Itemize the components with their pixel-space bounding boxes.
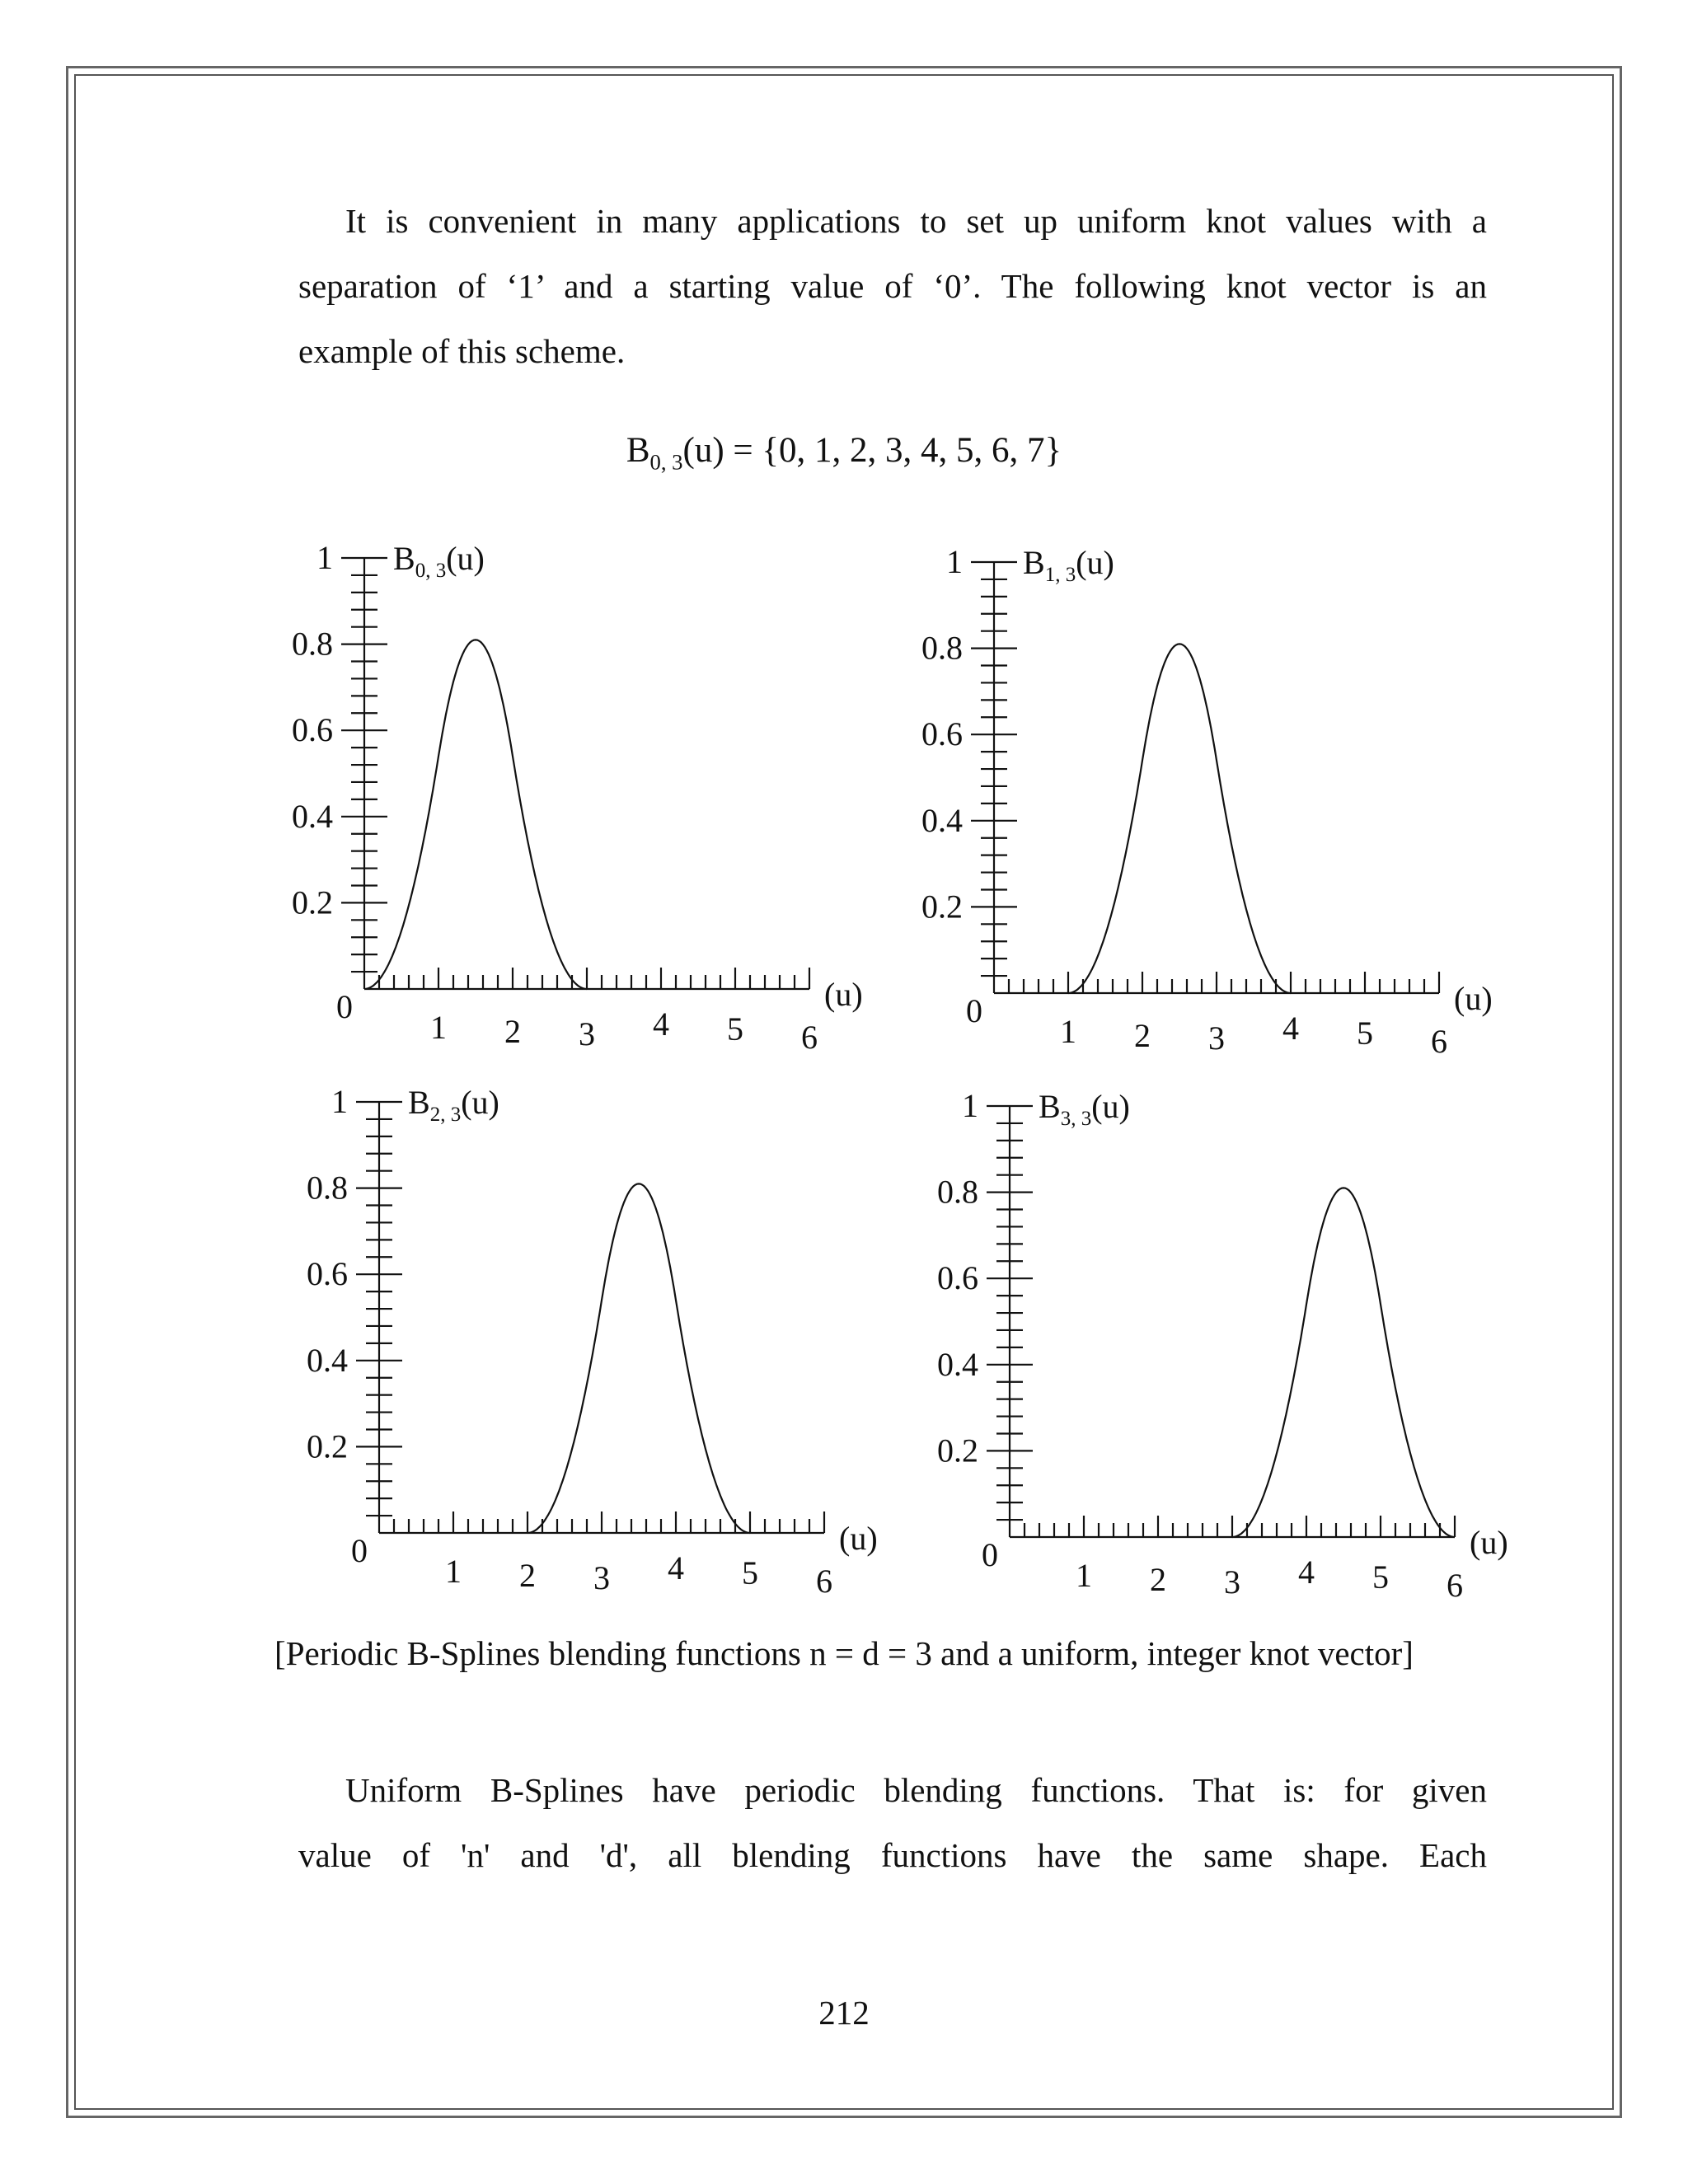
formula-subscript: 0, 3 xyxy=(649,449,683,475)
x-tick-label: 2 xyxy=(1134,1017,1151,1054)
y-tick-label: 1 xyxy=(316,539,333,576)
plot-title xyxy=(1023,544,1114,586)
y-tick-label: 0.8 xyxy=(307,1169,348,1207)
x-tick-label: 4 xyxy=(1298,1554,1315,1591)
plot-title xyxy=(1039,1088,1130,1130)
y-tick-label: 0.4 xyxy=(921,801,963,839)
plot-title-rest: (u) xyxy=(461,1084,499,1121)
origin-label: 0 xyxy=(982,1536,998,1573)
y-tick-label: 0.6 xyxy=(292,711,333,749)
y-tick-label: 0.2 xyxy=(921,888,963,926)
y-tick-label: 0.4 xyxy=(292,797,333,835)
x-tick-label: 2 xyxy=(1150,1561,1166,1598)
intro-line-3: example of this scheme. xyxy=(298,332,626,370)
x-tick-label: 5 xyxy=(727,1010,743,1047)
uniform-line-1: Uniform B-Splines have periodic blending functions. That is: for given xyxy=(345,1771,1487,1809)
x-axis-label: (u) xyxy=(1470,1524,1508,1561)
x-tick-label: 6 xyxy=(1447,1567,1463,1604)
y-tick-label: 0.2 xyxy=(937,1432,978,1469)
x-tick-label: 4 xyxy=(668,1549,684,1586)
x-tick-label: 2 xyxy=(504,1013,521,1050)
intro-line-1: It is convenient in many applications to set up uniform knot values with a xyxy=(345,202,1487,240)
origin-label: 0 xyxy=(336,988,353,1025)
x-tick-label: 3 xyxy=(1224,1563,1240,1601)
x-tick-label: 5 xyxy=(1357,1015,1373,1052)
y-tick-label: 0.6 xyxy=(921,715,963,753)
y-tick-label: 0.6 xyxy=(307,1255,348,1293)
x-axis-label: (u) xyxy=(1454,980,1493,1017)
x-tick-label: 1 xyxy=(445,1553,462,1590)
intro-line-2: separation of ‘1’ and a starting value of ‘0’. The following knot vector is an xyxy=(298,267,1487,305)
x-tick-label: 1 xyxy=(1076,1557,1092,1594)
x-tick-label: 5 xyxy=(1372,1558,1389,1596)
plot-title xyxy=(408,1084,499,1126)
origin-label: 0 xyxy=(966,992,982,1029)
plot-title-subscript: 1, 3 xyxy=(1044,564,1076,586)
y-tick-label: 0.4 xyxy=(937,1345,978,1383)
x-axis-label: (u) xyxy=(824,976,863,1013)
plot-title-base: B xyxy=(1039,1088,1061,1125)
y-tick-label: 0.6 xyxy=(937,1259,978,1297)
plot-title-base: B xyxy=(408,1084,430,1121)
plot-title-base: B xyxy=(1023,544,1045,581)
plot-title-rest: (u) xyxy=(446,540,485,577)
plot-title-base: B xyxy=(393,540,415,577)
x-tick-label: 6 xyxy=(1431,1023,1447,1060)
x-tick-label: 3 xyxy=(1208,1019,1225,1057)
plot-panel-3 xyxy=(937,1087,1508,1604)
plot-title-subscript: 2, 3 xyxy=(429,1104,462,1126)
basis-curve xyxy=(1232,1188,1455,1537)
y-tick-label: 1 xyxy=(962,1087,978,1124)
formula-rest: (u) = {0, 1, 2, 3, 4, 5, 6, 7} xyxy=(682,431,1062,470)
y-tick-label: 0.8 xyxy=(292,625,333,663)
plot-title-rest: (u) xyxy=(1076,544,1114,581)
x-tick-label: 5 xyxy=(742,1554,758,1591)
y-tick-label: 1 xyxy=(331,1083,348,1120)
y-tick-label: 0.8 xyxy=(937,1173,978,1211)
x-tick-label: 1 xyxy=(1060,1013,1076,1050)
x-tick-label: 3 xyxy=(593,1559,610,1596)
plot-title-subscript: 3, 3 xyxy=(1060,1108,1092,1130)
y-tick-label: 1 xyxy=(946,543,963,580)
plot-panel-0 xyxy=(292,539,863,1056)
origin-label: 0 xyxy=(351,1532,368,1569)
uniform-line-2: value of 'n' and 'd', all blending functions have the same shape. Each xyxy=(298,1836,1487,1874)
plot-title-subscript: 0, 3 xyxy=(415,560,447,582)
x-tick-label: 3 xyxy=(579,1015,595,1052)
plot-title xyxy=(393,540,485,582)
x-tick-label: 6 xyxy=(816,1563,832,1600)
x-tick-label: 2 xyxy=(519,1557,536,1594)
page-number: 212 xyxy=(818,1994,870,2032)
plot-panel-1 xyxy=(921,543,1493,1060)
basis-curve xyxy=(1068,644,1291,993)
basis-curve xyxy=(364,640,587,989)
x-tick-label: 4 xyxy=(653,1005,669,1043)
x-tick-label: 6 xyxy=(801,1019,818,1056)
basis-curve xyxy=(528,1183,750,1533)
uniform-bsplines-paragraph xyxy=(298,1758,1487,1888)
figure-caption: [Periodic B-Splines blending functions n = d = 3 and a uniform, integer knot vector] xyxy=(274,1634,1414,1672)
y-tick-label: 0.4 xyxy=(307,1341,348,1379)
x-tick-label: 4 xyxy=(1282,1010,1299,1047)
plot-title-rest: (u) xyxy=(1091,1088,1130,1125)
y-tick-label: 0.2 xyxy=(292,883,333,921)
plot-panel-2 xyxy=(307,1083,878,1600)
formula-base: B xyxy=(626,431,650,470)
y-tick-label: 0.2 xyxy=(307,1427,348,1465)
x-tick-label: 1 xyxy=(430,1009,447,1046)
y-tick-label: 0.8 xyxy=(921,629,963,667)
x-axis-label: (u) xyxy=(839,1520,878,1557)
